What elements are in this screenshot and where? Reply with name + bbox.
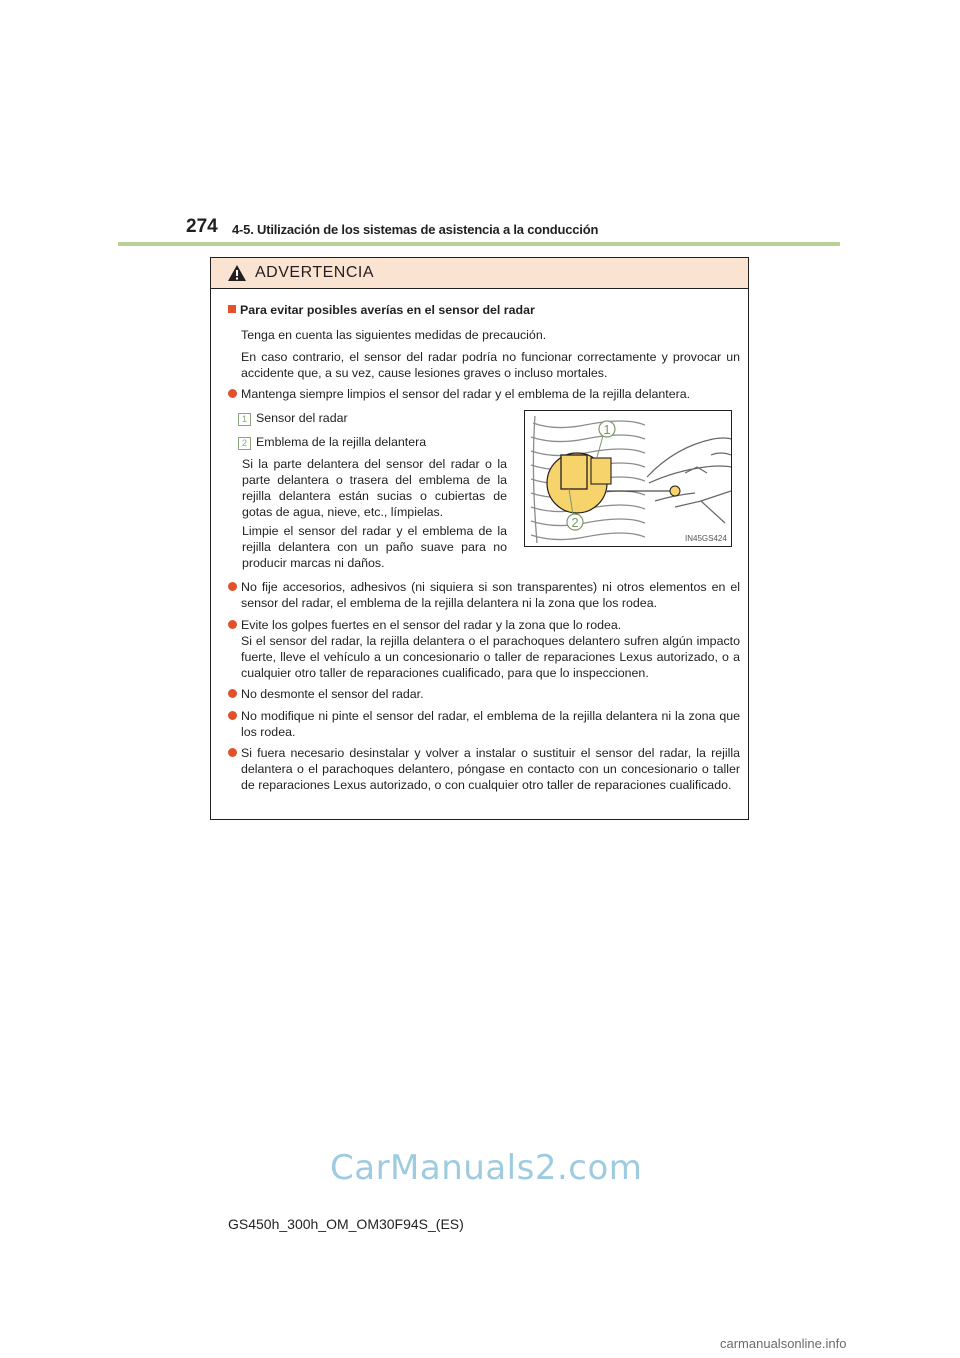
warning-subtitle-text: Para evitar posibles averías en el sensor del radar <box>240 303 535 317</box>
illustration-marker-1: 1 <box>603 422 611 437</box>
callout-1 <box>238 410 518 426</box>
bullet-4 <box>228 686 740 702</box>
warning-title: ADVERTENCIA <box>255 264 375 281</box>
bullet-2-text: No fije accesorios, adhesivos (ni siquiera si son transparentes) ni otros elementos en el sensor del radar, el emblema de la rejilla delantera ni la zona que los rodea. <box>241 580 740 610</box>
document-code: GS450h_300h_OM_OM30F94S_(ES) <box>228 1216 464 1232</box>
bullet-2 <box>228 579 740 611</box>
warning-header <box>211 258 748 289</box>
bullet-3 <box>228 617 740 681</box>
bullet-dot-icon <box>228 748 237 757</box>
bullet-5-text: No modifique ni pinte el sensor del radar, el emblema de la rejilla delantera ni la zona que los rodea. <box>241 709 740 739</box>
bullet-dot-icon <box>228 711 237 720</box>
callout-paragraph-1: Si la parte delantera del sensor del radar o la parte delantera o trasera del emblema de la rejilla delantera están sucias o cubiertas de gotas de agua, nieve, etc., límpielas. <box>242 457 507 519</box>
section-title: 4-5. Utilización de los sistemas de asistencia a la conducción <box>232 222 599 237</box>
bullet-6-text: Si fuera necesario desinstalar y volver a instalar o sustituir el sensor del radar, la rejilla delantera o el parachoques delantero, póngase en contacto con un concesionario o taller de reparaciones Lexus autorizado, o con cualquier otro taller de reparaciones cualificado. <box>241 746 740 792</box>
watermark-bottom: carmanualsonline.info <box>720 1336 847 1351</box>
callout-2-number: 2 <box>238 437 251 450</box>
illustration-marker-2: 2 <box>571 515 579 530</box>
header-rule <box>118 242 840 246</box>
bullet-3a-text: Evite los golpes fuertes en el sensor del radar y la zona que lo rodea. <box>241 618 622 632</box>
bullet-dot-icon <box>228 582 237 591</box>
radar-sensor-illustration <box>524 410 732 547</box>
warning-subtitle <box>228 302 535 318</box>
grille-illustration <box>525 411 731 546</box>
bullet-6 <box>228 745 740 793</box>
bullet-dot-icon <box>228 389 237 398</box>
callout-2-label: Emblema de la rejilla delantera <box>256 435 427 449</box>
bullet-5 <box>228 708 740 740</box>
illustration-code: IN45GS424 <box>685 534 727 543</box>
intro-1-text: Tenga en cuenta las siguientes medidas de precaución. <box>241 328 547 342</box>
intro-1 <box>228 327 740 343</box>
bullet-1 <box>228 386 740 402</box>
bullet-1-text: Mantenga siempre limpios el sensor del radar y el emblema de la rejilla delantera. <box>241 387 691 401</box>
bullet-4-text: No desmonte el sensor del radar. <box>241 687 424 701</box>
bullet-dot-icon <box>228 620 237 629</box>
callout-paragraph-2: Limpie el sensor del radar y el emblema de la rejilla delantera con un paño suave para no producir marcas ni daños. <box>242 524 507 570</box>
warning-triangle-icon <box>227 264 247 282</box>
intro-2 <box>228 349 740 381</box>
intro-2-text: En caso contrario, el sensor del radar podría no funcionar correctamente y provocar un accidente que, a su vez, cause lesiones graves o incluso mortales. <box>241 350 740 380</box>
bullet-dot-icon <box>228 689 237 698</box>
callout-2 <box>238 434 518 450</box>
callout-1-number: 1 <box>238 413 251 426</box>
watermark: CarManuals2.com <box>330 1148 643 1188</box>
warning-box <box>210 257 749 820</box>
bullet-3b-text: Si el sensor del radar, la rejilla delantera o el parachoques delantero sufren algún impacto fuerte, lleve el vehículo a un concesionario o taller de reparaciones Lexus autorizado, o a cualquier otro taller de reparaciones cualificado, para que lo inspeccionen. <box>241 634 740 680</box>
square-bullet-icon <box>228 305 236 313</box>
callout-1-label: Sensor del radar <box>256 411 348 425</box>
page-number: 274 <box>186 216 218 237</box>
